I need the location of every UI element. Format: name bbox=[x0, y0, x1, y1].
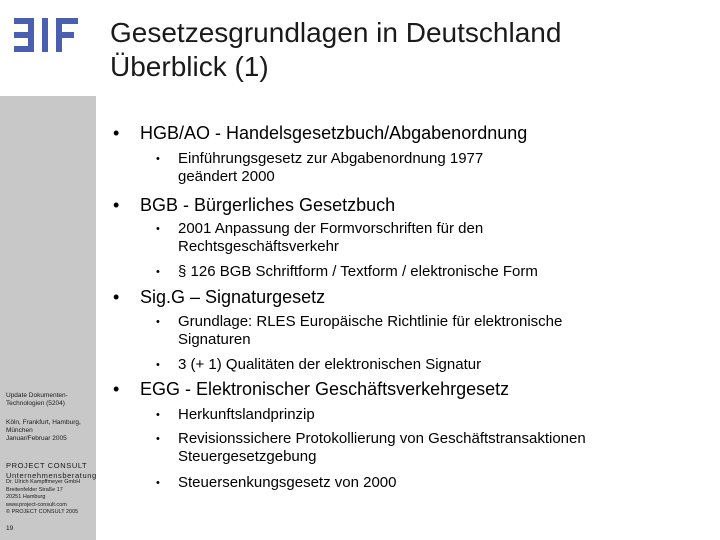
bullet-icon: • bbox=[113, 123, 120, 143]
bullet-icon: • bbox=[113, 195, 120, 215]
sidebar-company bbox=[6, 461, 97, 481]
sidebar-address-line: Breitenfelder Straße 17 bbox=[6, 486, 63, 493]
sub-bullet-line: Steuergesetzgebung bbox=[178, 448, 317, 465]
sub-bullet-line: Herkunftslandprinzip bbox=[178, 406, 315, 423]
sub-bullet-icon: • bbox=[156, 316, 160, 328]
bullet-heading: BGB - Bürgerliches Gesetzbuch bbox=[140, 195, 396, 215]
sub-bullet-icon: • bbox=[156, 223, 160, 235]
sub-bullet-icon: • bbox=[156, 477, 160, 489]
sidebar-company-subtitle: Unternehmensberatung bbox=[6, 471, 97, 480]
sub-bullet-line: § 126 BGB Schriftform / Textform / elektronische Form bbox=[178, 263, 538, 280]
sidebar-copyright: © PROJECT CONSULT 2005 bbox=[6, 509, 79, 515]
sub-bullet-icon: • bbox=[156, 409, 160, 421]
sub-bullet-text bbox=[178, 313, 562, 349]
sidebar-website: www.project-consult.com bbox=[6, 501, 67, 508]
sub-bullet-icon: • bbox=[156, 433, 160, 445]
sub-bullet-text bbox=[178, 406, 315, 424]
sidebar bbox=[0, 0, 96, 540]
sub-bullet-text bbox=[178, 220, 483, 256]
project-consult-logo-icon bbox=[14, 18, 80, 52]
logo-area bbox=[0, 0, 96, 96]
slide-title-line: Gesetzesgrundlagen in Deutschland bbox=[110, 17, 562, 48]
slide-title bbox=[110, 16, 561, 84]
bullet-heading: HGB/AO - Handelsgesetzbuch/Abgabenordnung bbox=[140, 123, 528, 143]
sub-bullet-icon: • bbox=[156, 359, 160, 371]
sub-bullet-line: Revisionssichere Protokollierung von Geschäftstransaktionen bbox=[178, 430, 586, 447]
sidebar-address bbox=[6, 479, 94, 517]
sub-bullet-icon: • bbox=[156, 153, 160, 165]
bullet-heading: EGG - Elektronischer Geschäftsverkehrgesetz bbox=[140, 379, 510, 399]
sub-bullet-line: Grundlage: RLES Europäische Richtlinie für elektronische bbox=[178, 313, 563, 330]
sidebar-locations bbox=[6, 419, 94, 443]
sub-bullet-text bbox=[178, 430, 586, 466]
sidebar-address-line: 20251 Hamburg bbox=[6, 494, 46, 500]
sub-bullet-line: Einführungsgesetz zur Abgabenordnung 1977 bbox=[178, 150, 484, 167]
slide-title-line: Überblick (1) bbox=[110, 51, 269, 82]
sub-bullet-line: 3 (+ 1) Qualitäten der elektronischen Signatur bbox=[178, 356, 482, 373]
sub-bullet-text bbox=[178, 263, 538, 281]
sub-bullet-line: Steuersenkungsgesetz von 2000 bbox=[178, 474, 397, 491]
sub-bullet-line: Signaturen bbox=[178, 331, 251, 348]
bullet-icon: • bbox=[113, 379, 120, 399]
page-number: 19 bbox=[6, 525, 14, 532]
sub-bullet-line: Rechtsgeschäftsverkehr bbox=[178, 238, 339, 255]
sidebar-company-name: PROJECT CONSULT bbox=[6, 461, 88, 470]
sub-bullet-line: geändert 2000 bbox=[178, 168, 275, 185]
sub-bullet-text bbox=[178, 150, 483, 186]
sub-bullet-text bbox=[178, 356, 481, 374]
sub-bullet-line: 2001 Anpassung der Formvorschriften für den bbox=[178, 220, 484, 237]
sub-bullet-icon: • bbox=[156, 266, 160, 278]
sidebar-course-title bbox=[6, 392, 94, 408]
sidebar-location-line: Köln, Frankfurt, Hamburg, bbox=[6, 419, 81, 426]
sidebar-course-line: Update Dokumenten- bbox=[6, 392, 68, 399]
bullet-heading: Sig.G – Signaturgesetz bbox=[140, 287, 326, 307]
sidebar-date-line: Januar/Februar 2005 bbox=[6, 435, 67, 442]
sidebar-address-line: Dr. Ulrich Kampffmeyer GmbH bbox=[6, 479, 81, 485]
sidebar-course-line: Technologien (5204) bbox=[6, 400, 65, 407]
sub-bullet-text bbox=[178, 474, 397, 492]
sidebar-location-line: München bbox=[6, 427, 33, 434]
bullet-icon: • bbox=[113, 287, 120, 307]
